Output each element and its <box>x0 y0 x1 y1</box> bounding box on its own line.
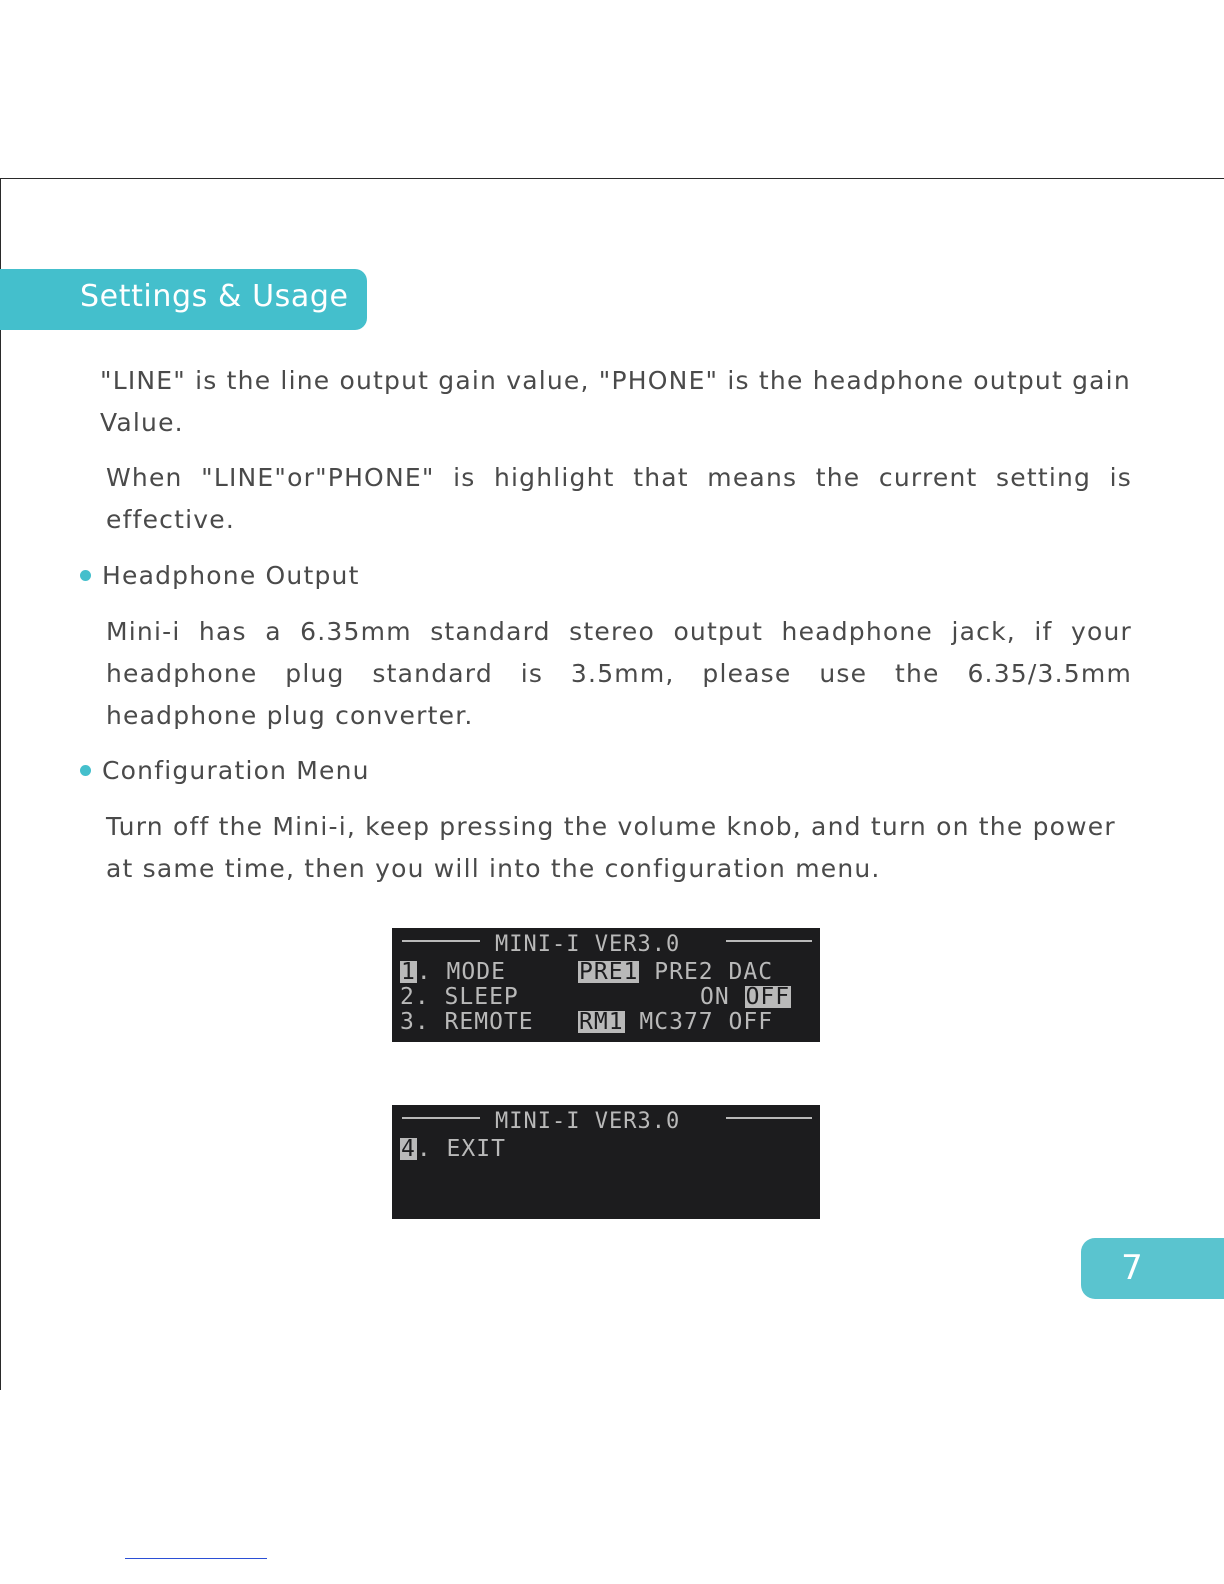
lcd-row-sleep-options <box>700 985 791 1010</box>
bullet-configuration-menu-label: Configuration Menu <box>102 756 370 785</box>
footer-rule <box>125 1558 267 1559</box>
lcd-row-mode <box>400 960 506 985</box>
paragraph-line-phone-gain: "LINE" is the line output gain value, "PHONE" is the headphone output gain Value. <box>100 366 1131 437</box>
lcd-row-mode-options <box>578 960 773 985</box>
lcd-header-title: MINI-I VER3.0 <box>495 932 681 957</box>
lcd-option-dac: DAC <box>728 959 774 985</box>
lcd-header-rule-left <box>402 1117 480 1119</box>
lcd-header-rule-right <box>726 1117 812 1119</box>
lcd-row-remote-options <box>578 1010 773 1035</box>
paragraph-config-menu: Turn off the Mini-i, keep pressing the volume knob, and turn on the power at same time, then you will into the configuration menu. <box>106 812 1116 883</box>
lcd-header-title: MINI-I VER3.0 <box>495 1109 681 1134</box>
lcd-row-exit <box>400 1137 506 1162</box>
lcd-option-rm1: RM1 <box>579 1009 624 1035</box>
lcd-row-mode-label: . MODE <box>416 959 506 985</box>
lcd-option-pre1: PRE1 <box>579 959 639 985</box>
lcd-row-sleep: 2. SLEEP <box>400 984 519 1010</box>
lcd-row-exit-label: . EXIT <box>416 1136 506 1162</box>
paragraph-headphone-output: Mini-i has a 6.35mm standard stereo output headphone jack, if your headphone plug standard is 3.5mm, please use the 6.35/3.5mm headphone plug converter. <box>106 617 1132 730</box>
lcd-option-pre2: PRE2 <box>654 959 714 985</box>
lcd-row-mode-index: 1 <box>401 959 416 985</box>
section-title: Settings & Usage <box>80 279 349 314</box>
lcd-row-remote: 3. REMOTE <box>400 1009 534 1035</box>
bullet-configuration-menu <box>80 750 370 792</box>
lcd-screen-exit <box>392 1105 820 1219</box>
lcd-option-mc377: MC377 <box>639 1009 714 1035</box>
lcd-option-on: ON <box>700 984 730 1010</box>
bullet-headphone-output-label: Headphone Output <box>102 561 360 590</box>
lcd-row-exit-index: 4 <box>401 1136 416 1162</box>
bullet-dot-icon <box>80 765 91 776</box>
paragraph-highlight-note: When "LINE"or"PHONE" is highlight that means the current setting is effective. <box>106 463 1132 534</box>
page-number: 7 <box>1121 1248 1143 1288</box>
lcd-option-off: OFF <box>745 984 791 1010</box>
lcd-screen-config <box>392 928 820 1042</box>
lcd-option-remote-off: OFF <box>728 1009 774 1035</box>
bullet-dot-icon <box>80 570 91 581</box>
bullet-headphone-output <box>80 555 360 597</box>
lcd-header-rule-right <box>726 940 812 942</box>
lcd-header-rule-left <box>402 940 480 942</box>
